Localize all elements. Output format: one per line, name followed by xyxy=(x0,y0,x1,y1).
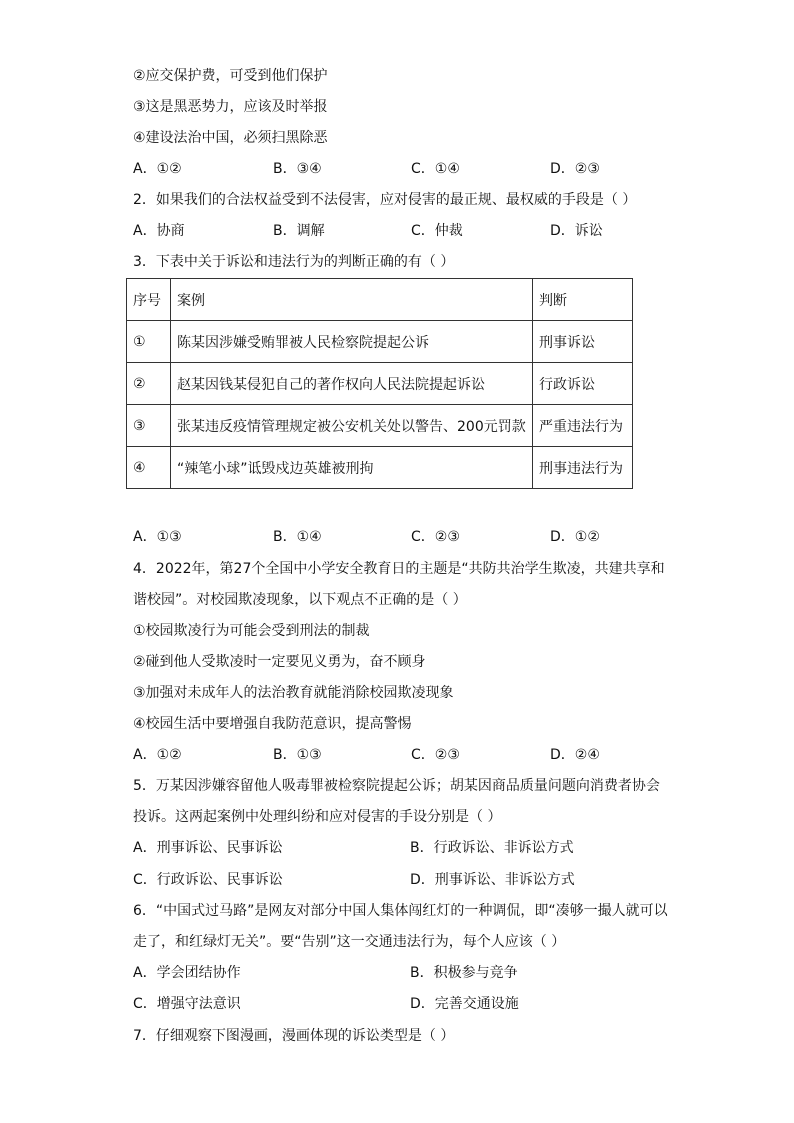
table-row xyxy=(127,447,633,489)
q2-stem: 2．如果我们的合法权益受到不法侵害，应对侵害的最正规、最权威的手段是（ ） xyxy=(133,192,637,208)
table-cell-number: ③ xyxy=(127,405,171,447)
table-header-cell: 序号 xyxy=(127,279,171,321)
q2-options xyxy=(133,221,693,241)
q1-statement-4: ④建设法治中国，必须扫黑除恶 xyxy=(133,130,328,146)
q5-stem-line-1: 5．万某因涉嫌容留他人吸毒罪被检察院提起公诉；胡某因商品质量问题向消费者协会 xyxy=(133,778,660,794)
table-row xyxy=(127,363,633,405)
q6-option-d: D．完善交通设施 xyxy=(410,996,519,1012)
q3-stem: 3．下表中关于诉讼和违法行为的判断正确的有（ ） xyxy=(133,254,455,270)
table-cell-case: 张某违反疫情管理规定被公安机关处以警告、200元罚款 xyxy=(171,405,533,447)
q6-options-row-2 xyxy=(133,994,693,1014)
q5-options-row-1 xyxy=(133,838,693,858)
q7-stem: 7．仔细观察下图漫画，漫画体现的诉讼类型是（ ） xyxy=(133,1028,455,1044)
table-header-cell: 判断 xyxy=(533,279,633,321)
q3-option-d: D．①② xyxy=(550,529,600,545)
q4-stem-line-1: 4．2022年，第27个全国中小学安全教育日的主题是“共防共治学生欺凌，共建共享和 xyxy=(133,561,665,577)
q5-stem-line-2: 投诉。这两起案例中处理纠纷和应对侵害的手设分别是（ ） xyxy=(133,809,502,825)
q4-statement-2: ②碰到他人受欺凌时一定要见义勇为，奋不顾身 xyxy=(133,654,426,670)
q4-option-c: C．②③ xyxy=(411,747,460,763)
table-header-cell: 案例 xyxy=(171,279,533,321)
q3-table xyxy=(126,278,633,489)
q4-statement-1: ①校园欺凌行为可能会受到刑法的制裁 xyxy=(133,623,370,639)
q6-option-b: B．积极参与竞争 xyxy=(410,965,518,981)
table-cell-number: ① xyxy=(127,321,171,363)
q3-options xyxy=(133,527,693,547)
q3-option-a: A．①③ xyxy=(133,529,182,545)
q4-statement-4: ④校园生活中要增强自我防范意识，提高警惕 xyxy=(133,716,412,732)
q1-option-a: A．①② xyxy=(133,161,182,177)
q4-option-a: A．①② xyxy=(133,747,182,763)
q1-statement-3: ③这是黑恶势力，应该及时举报 xyxy=(133,99,328,115)
q4-statement-3: ③加强对未成年人的法治教育就能消除校园欺凌现象 xyxy=(133,685,454,701)
q4-option-d: D．②④ xyxy=(550,747,600,763)
q1-statement-2: ②应交保护费，可受到他们保护 xyxy=(133,68,328,84)
table-cell-case: 陈某因涉嫌受贿罪被人民检察院提起公诉 xyxy=(171,321,533,363)
table-cell-judgment: 严重违法行为 xyxy=(533,405,633,447)
q2-option-d: D．诉讼 xyxy=(550,223,603,239)
table-row xyxy=(127,405,633,447)
q5-option-d: D．刑事诉讼、非诉讼方式 xyxy=(410,872,575,888)
table-cell-case: 赵某因钱某侵犯自己的著作权向人民法院提起诉讼 xyxy=(171,363,533,405)
q1-option-d: D．②③ xyxy=(550,161,600,177)
q6-stem-line-1: 6．“中国式过马路”是网友对部分中国人集体闯红灯的一种调侃，即“凑够一撮人就可以 xyxy=(133,903,668,919)
q2-option-b: B．调解 xyxy=(273,223,325,239)
table-cell-number: ④ xyxy=(127,447,171,489)
q6-option-c: C．增强守法意识 xyxy=(133,996,241,1012)
q5-options-row-2 xyxy=(133,870,693,890)
q5-option-c: C．行政诉讼、民事诉讼 xyxy=(133,872,283,888)
q6-options-row-1 xyxy=(133,963,693,983)
q1-option-c: C．①④ xyxy=(411,161,460,177)
q1-option-b: B．③④ xyxy=(273,161,322,177)
q6-option-a: A．学会团结协作 xyxy=(133,965,241,981)
table-cell-judgment: 刑事诉讼 xyxy=(533,321,633,363)
table-header-row xyxy=(127,279,633,321)
q2-option-a: A．协商 xyxy=(133,223,185,239)
q4-options xyxy=(133,745,693,765)
q6-stem-line-2: 走了，和红绿灯无关”。要“告别”这一交通违法行为，每个人应该（ ） xyxy=(133,934,566,950)
q3-option-c: C．②③ xyxy=(411,529,460,545)
table-cell-judgment: 行政诉讼 xyxy=(533,363,633,405)
q4-option-b: B．①③ xyxy=(273,747,322,763)
table-cell-case: “辣笔小球”诋毁戍边英雄被刑拘 xyxy=(171,447,533,489)
q5-option-a: A．刑事诉讼、民事诉讼 xyxy=(133,840,283,856)
table-cell-number: ② xyxy=(127,363,171,405)
q1-options xyxy=(133,159,693,179)
table-cell-judgment: 刑事违法行为 xyxy=(533,447,633,489)
q3-option-b: B．①④ xyxy=(273,529,322,545)
q4-stem-line-2: 谐校园”。对校园欺凌现象，以下观点不正确的是（ ） xyxy=(133,592,467,608)
table-row xyxy=(127,321,633,363)
q2-option-c: C．仲裁 xyxy=(411,223,463,239)
q5-option-b: B．行政诉讼、非诉讼方式 xyxy=(410,840,574,856)
